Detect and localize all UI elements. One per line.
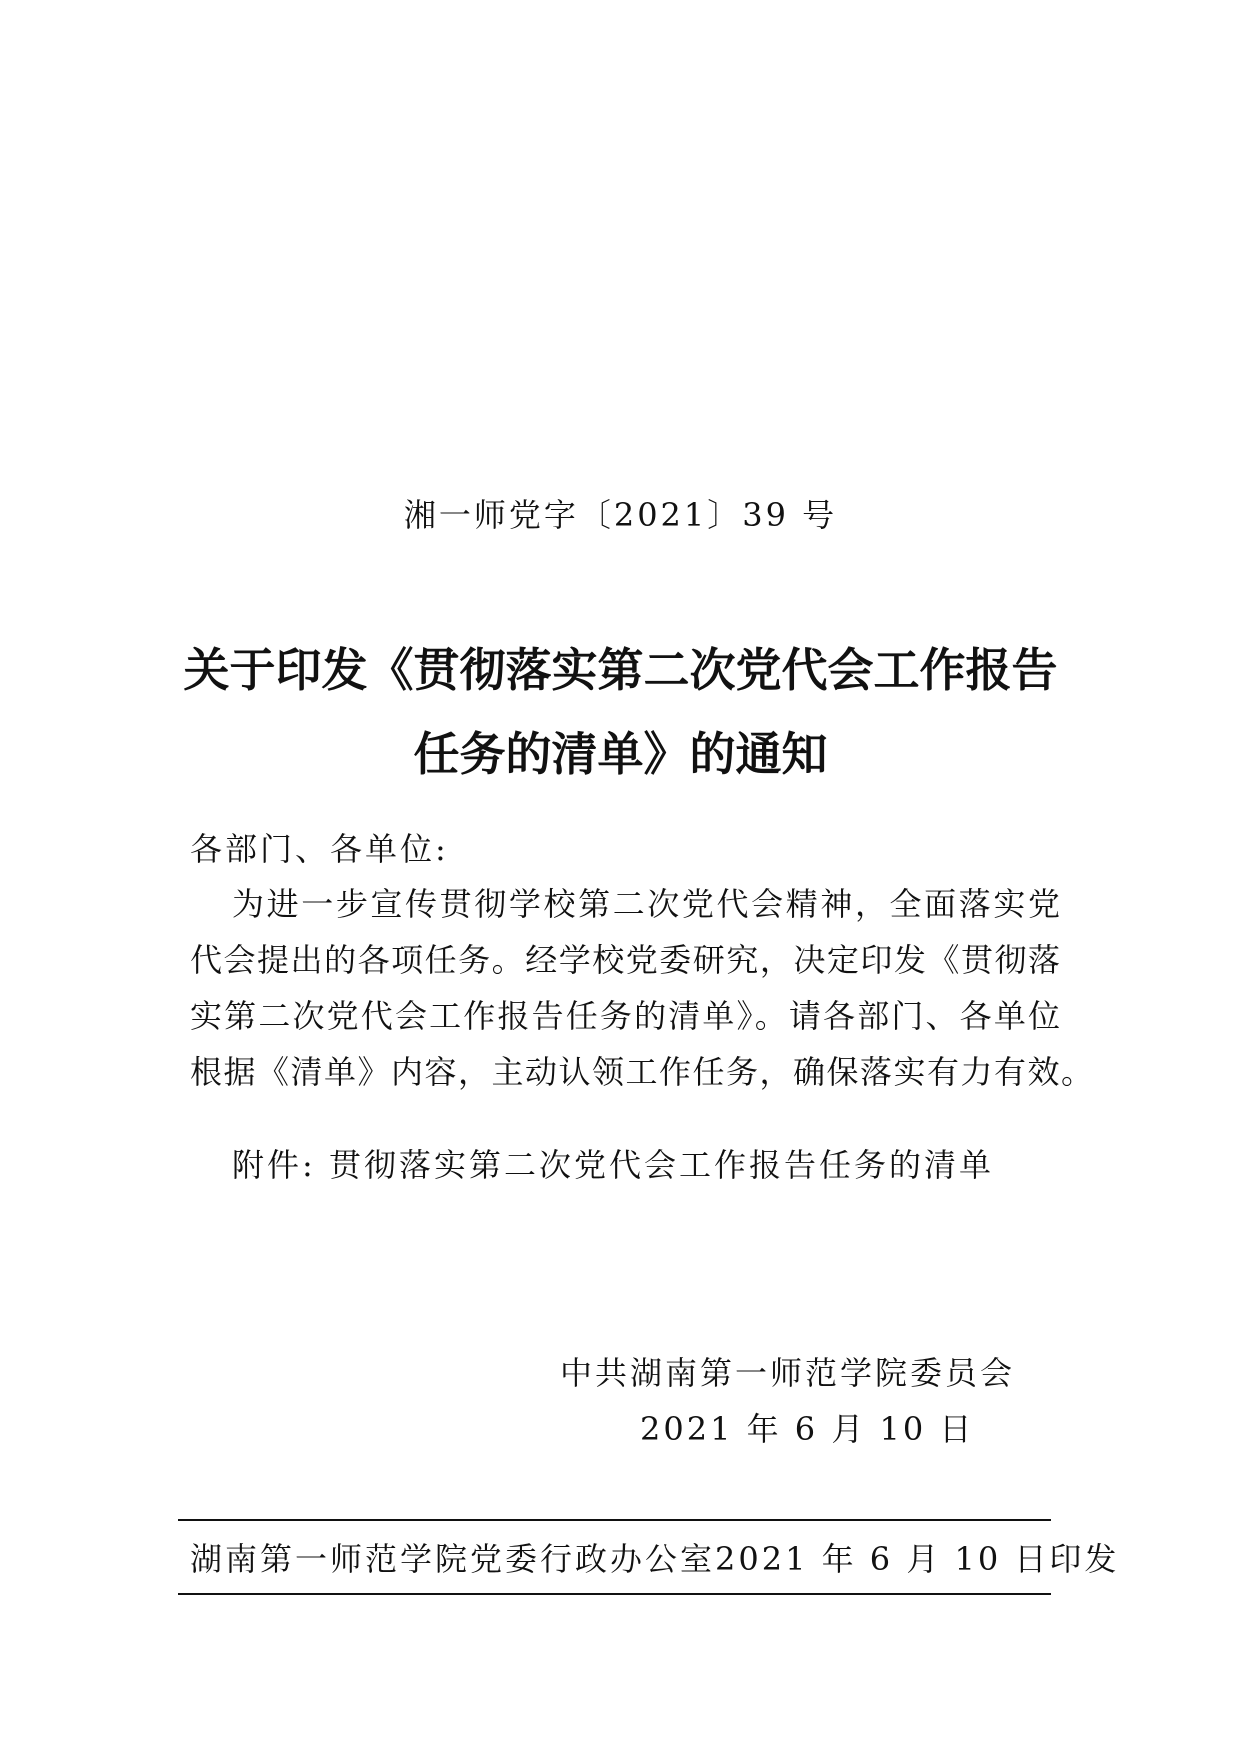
document-title [150,628,1091,796]
signature-organization: 中共湖南第一师范学院委员会 [560,1354,1016,1392]
footer-issuer: 湖南第一师范学院党委行政办公室 [190,1540,716,1578]
salutation: 各部门、各单位: [190,830,449,868]
footer-issue-date: 2021 年 6 月 10 日印发 [715,1540,1120,1578]
document-number: 湘一师党字〔2021〕39 号 [403,496,838,534]
title-line-1: 关于印发《贯彻落实第二次党代会工作报告 [183,643,1058,697]
body-line: 代会提出的各项任务。经学校党委研究，决定印发《贯彻落 [190,941,1060,979]
footer-bottom-rule [178,1593,1051,1595]
footer-issue-line [190,1534,1120,1580]
title-line-2: 任务的清单》的通知 [413,727,828,781]
body-line: 实第二次党代会工作报告任务的清单》。请各部门、各单位 [190,997,1060,1035]
body-paragraph [190,876,1095,1100]
body-line: 根据《清单》内容，主动认领工作任务，确保落实有力有效。 [190,1053,1095,1091]
footer-top-rule [178,1519,1051,1521]
body-line: 为进一步宣传贯彻学校第二次党代会精神，全面落实党 [232,885,1060,923]
signature-date: 2021 年 6 月 10 日 [640,1410,975,1448]
attachment-note: 附件: 贯彻落实第二次党代会工作报告任务的清单 [232,1146,994,1184]
